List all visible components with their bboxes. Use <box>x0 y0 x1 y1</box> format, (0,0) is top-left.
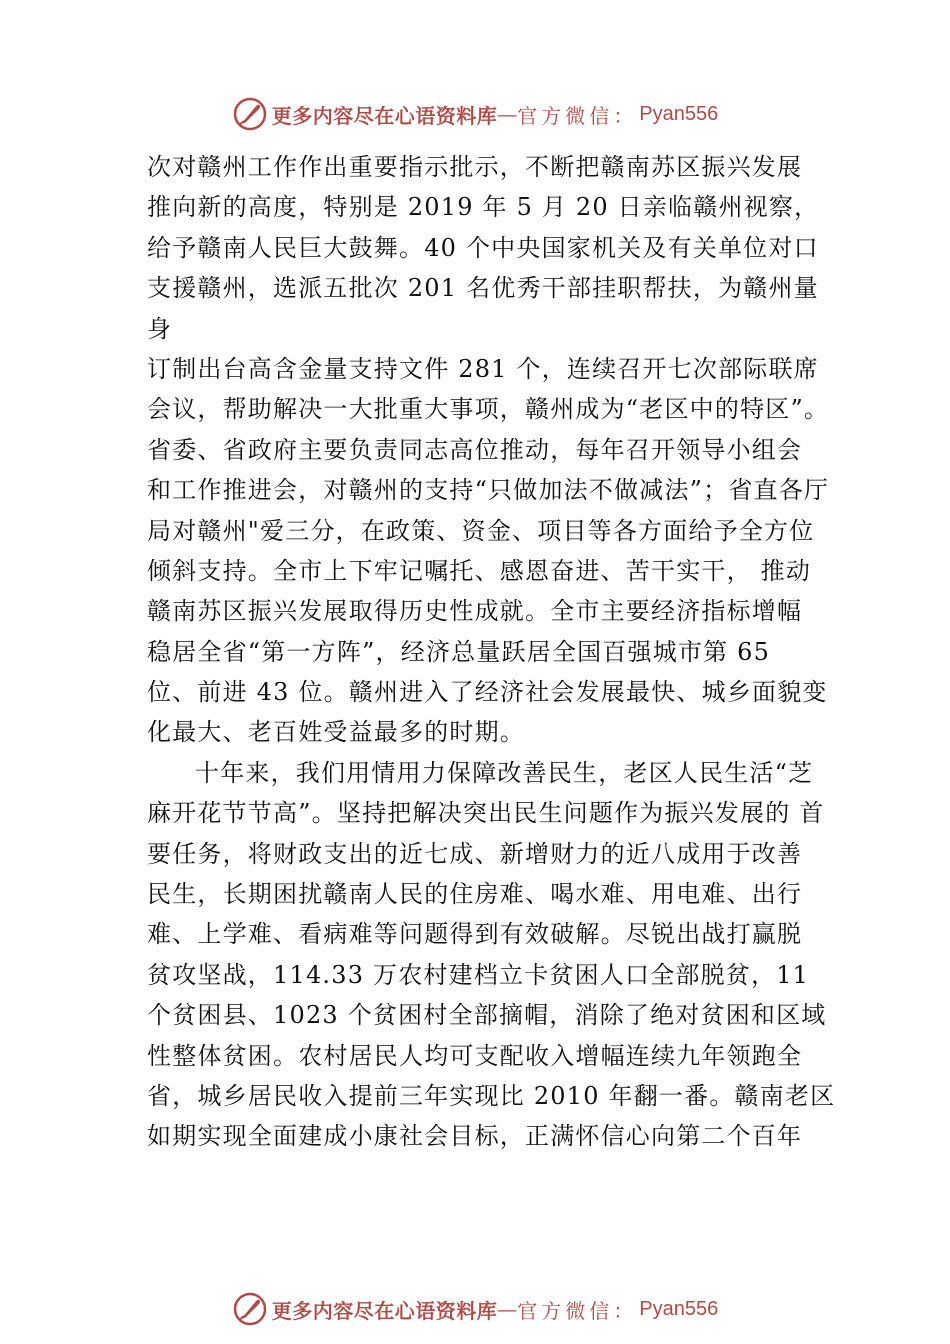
text-line: 次对赣州工作作出重要指示批示，不断把赣南苏区振兴发展 <box>147 153 803 181</box>
text-line: 化最大、老百姓受益最多的时期。 <box>147 718 525 747</box>
text-line: 贫攻坚战，114.33 万农村建档立卡贫困人口全部脱贫，11 <box>147 960 810 989</box>
text-line: 麻开花节节高”。坚持把解决突出民生问题作为振兴发展的 首 <box>147 799 825 828</box>
quill-logo-icon <box>232 96 268 132</box>
text-line: 个贫困县、1023 个贫困村全部摘帽，消除了绝对贫困和区域 <box>147 1001 827 1030</box>
text-line: 支援赣州，选派五批次 201 名优秀干部挂职帮扶，为赣州量 <box>147 274 819 303</box>
watermark-main-text: 更多内容尽在心语资料库 <box>271 103 498 128</box>
text-line: 稳居全省“第一方阵”，经济总量跃居全国百强城市第 65 <box>147 637 771 666</box>
text-line: 给予赣南人民巨大鼓舞。40 个中央国家机关及有关单位对口 <box>147 233 819 262</box>
text-line: 和工作推进会，对赣州的支持“只做加法不做减法”；省直各厅 <box>147 476 830 505</box>
watermark-label: 官方微信： <box>517 1298 638 1323</box>
text-line: 性整体贫困。农村居民人均可支配收入增幅连续九年领跑全 <box>147 1041 803 1070</box>
text-line: 位、前进 43 位。赣州进入了经济社会发展最快、城乡面貌变 <box>147 678 828 707</box>
paragraph-first-line: 十年来，我们用情用力保障改善民生，老区人民生活“芝 <box>195 758 814 787</box>
text-line: 赣南苏区振兴发展取得历史性成就。全市主要经济指标增幅 <box>147 597 803 626</box>
text-line: 民生，长期困扰赣南人民的住房难、喝水难、用电难、出行 <box>147 880 803 909</box>
watermark-label: 官方微信： <box>517 103 638 128</box>
text-line: 省委、省政府主要负责同志高位推动，每年召开领导小组会 <box>147 435 803 464</box>
text-line: 难、上学难、看病难等问题得到有效破解。尽锐出战打赢脱 <box>147 920 803 949</box>
text-line: 省，城乡居民收入提前三年实现比 2010 年翻一番。赣南老区 <box>147 1081 836 1110</box>
watermark-wechat-id: Pyan556 <box>639 1297 719 1320</box>
quill-logo-icon <box>232 1291 268 1327</box>
text-line: 要任务，将财政支出的近七成、新增财力的近八成用于改善 <box>147 839 803 868</box>
text-line: 会议，帮助解决一大批重大事项，赣州成为“老区中的特区”。 <box>147 395 830 424</box>
watermark-dash: — <box>497 102 518 126</box>
text-line: 推向新的高度，特别是 2019 年 5 月 20 日亲临赣州视察， <box>147 193 820 222</box>
watermark-dash: — <box>497 1297 518 1321</box>
footer-watermark <box>0 1289 950 1329</box>
text-line: 订制出台高含金量支持文件 281 个，连续召开七次部际联席 <box>147 354 819 383</box>
header-watermark <box>0 94 950 134</box>
text-line: 倾斜支持。全市上下牢记嘱托、感恩奋进、苦干实干， 推动 <box>147 556 812 585</box>
text-line: 身 <box>147 314 173 343</box>
text-line: 局对赣州"爱三分，在政策、资金、项目等各方面给予全方位 <box>147 516 815 545</box>
watermark-wechat-id: Pyan556 <box>639 102 719 125</box>
document-body <box>147 147 836 1157</box>
watermark-main-text: 更多内容尽在心语资料库 <box>271 1298 498 1323</box>
text-line: 如期实现全面建成小康社会目标，正满怀信心向第二个百年 <box>147 1122 803 1151</box>
